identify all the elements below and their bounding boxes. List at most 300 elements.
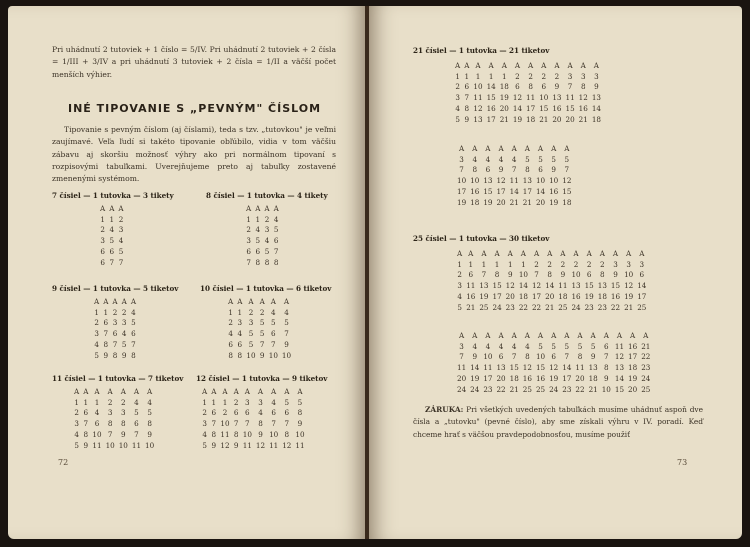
table-cell: 13 xyxy=(522,176,532,186)
table-row xyxy=(453,93,603,104)
table-row xyxy=(92,340,138,351)
table-row xyxy=(455,292,648,303)
table-cell: 8 xyxy=(264,257,270,267)
table-cell: 19 xyxy=(457,197,467,207)
table-header-cell: A xyxy=(586,249,592,258)
table-cell: 1 xyxy=(464,71,470,81)
table-cell: 14 xyxy=(562,363,572,373)
table-cell: 4 xyxy=(525,341,530,351)
table-row xyxy=(72,419,156,430)
table-row xyxy=(200,408,307,419)
table-header-cell: A xyxy=(514,61,521,70)
table-cell: 25 xyxy=(479,302,489,312)
table-cell: 25 xyxy=(535,384,546,394)
table-cell: 19 xyxy=(499,93,509,103)
table-cell: 2 xyxy=(202,408,207,418)
table-cell: 3 xyxy=(246,236,251,246)
table-cell: 4 xyxy=(237,329,243,339)
table-cell: 20 xyxy=(496,373,506,383)
table-cell: 6 xyxy=(109,246,115,256)
table-cell: 13 xyxy=(496,363,506,373)
table-cell: 19 xyxy=(624,291,634,301)
table-cell: 9 xyxy=(297,419,303,429)
table-header-cell: A xyxy=(271,387,277,396)
table-cell: 11 xyxy=(526,93,536,103)
table-cell: 7 xyxy=(567,82,573,92)
table-header-cell: A xyxy=(468,249,474,258)
table-row xyxy=(72,398,156,409)
table-cell: 3 xyxy=(459,154,464,164)
table-cell: 1 xyxy=(481,259,487,269)
table-cell: 1 xyxy=(494,259,500,269)
table-cell: 1 xyxy=(74,397,79,407)
table-cell: 4 xyxy=(134,397,139,407)
table-cell: 12 xyxy=(614,352,625,362)
table-header-cell: A xyxy=(202,387,208,396)
table-cell: 20 xyxy=(505,291,515,301)
table-cell: 10 xyxy=(118,440,128,450)
table-cell: 10 xyxy=(539,93,549,103)
table-row xyxy=(200,441,307,452)
table-cell: 10 xyxy=(535,352,546,362)
table-cell: 9 xyxy=(284,339,289,349)
table-cell: 7 xyxy=(271,419,276,429)
table-cell: 4 xyxy=(74,429,79,439)
table-cell: 2 xyxy=(112,307,118,317)
table-cell: 23 xyxy=(597,302,607,312)
table-cell: 9 xyxy=(121,429,126,439)
table-cell: 1 xyxy=(103,307,109,317)
table-header-cell: A xyxy=(94,297,100,306)
table-cell: 8 xyxy=(528,82,533,92)
table-cell: 14 xyxy=(535,186,546,196)
table-cell: 2 xyxy=(121,307,127,317)
table-cell: 19 xyxy=(549,373,559,383)
table-cell: 7 xyxy=(459,165,464,175)
table-cell: 18 xyxy=(518,291,528,301)
table-cell: 5 xyxy=(248,329,254,339)
table-cell: 9 xyxy=(121,350,127,360)
table-cell: 8 xyxy=(103,339,109,349)
table-cell: 18 xyxy=(470,197,480,207)
table-cell: 5 xyxy=(94,350,99,360)
table-row xyxy=(226,329,293,340)
table-cell: 17 xyxy=(562,373,572,383)
table-cell: 20 xyxy=(535,197,546,207)
table-cell: 17 xyxy=(496,186,506,196)
table-cell: 21 xyxy=(466,302,476,312)
table-cell: 3 xyxy=(455,93,460,103)
table-header-cell: A xyxy=(580,61,586,70)
table-header-cell: A xyxy=(537,331,544,340)
table-cell: 2 xyxy=(534,259,539,269)
table-row xyxy=(453,72,603,83)
table-header-cell: A xyxy=(118,204,124,213)
table-cell: 10 xyxy=(518,270,528,280)
table-cell: 10 xyxy=(535,176,546,186)
table-cell: 8 xyxy=(233,429,239,439)
table-row xyxy=(92,329,138,340)
table-cell: 1 xyxy=(94,397,100,407)
table-cell: 5 xyxy=(551,341,556,351)
table-cell: 1 xyxy=(475,71,481,81)
table-cell: 9 xyxy=(258,429,263,439)
left-page xyxy=(8,6,365,539)
table-header-cell: A xyxy=(112,297,118,306)
table-cell: 10 xyxy=(473,82,483,92)
table-cell: 4 xyxy=(202,429,207,439)
table-cell: 6 xyxy=(551,352,556,362)
table-cell: 23 xyxy=(483,384,493,394)
table-row xyxy=(455,270,648,281)
table-row xyxy=(72,441,156,452)
table-cell: 6 xyxy=(538,165,543,175)
table-cell: 9 xyxy=(613,270,618,280)
table-cell: 24 xyxy=(641,373,651,383)
table-header-cell: A xyxy=(120,387,126,396)
table-row xyxy=(98,215,126,226)
table-cell: 19 xyxy=(483,197,493,207)
table-cell: 13 xyxy=(479,281,489,291)
table-cell: 4 xyxy=(472,154,478,164)
table-row xyxy=(244,258,281,269)
table-cell: 1 xyxy=(83,397,89,407)
table-header-row xyxy=(226,297,293,308)
table-cell: 4 xyxy=(498,154,504,164)
table-cell: 6 xyxy=(639,270,645,280)
table-8-numbers xyxy=(244,204,281,268)
table-row xyxy=(98,258,126,269)
table-cell: 12 xyxy=(473,103,483,113)
table-cell: 3 xyxy=(74,419,79,429)
table-cell: 2 xyxy=(457,270,462,280)
table-cell: 20 xyxy=(499,103,509,113)
table-cell: 5 xyxy=(74,440,79,450)
table-header-cell: A xyxy=(228,297,234,306)
table-cell: 3 xyxy=(202,419,207,429)
table-cell: 4 xyxy=(264,236,270,246)
table-cell: 3 xyxy=(258,397,263,407)
table-cell: 9 xyxy=(103,350,109,360)
table-cell: 9 xyxy=(551,165,556,175)
table-cell: 1 xyxy=(255,214,261,224)
table-cell: 5 xyxy=(147,408,152,418)
table-header-cell: A xyxy=(74,387,80,396)
table-header-cell: A xyxy=(270,297,276,306)
table-row xyxy=(98,247,126,258)
table-cell: 24 xyxy=(549,384,559,394)
table-cell: 3 xyxy=(626,259,631,269)
table-cell: 2 xyxy=(107,397,113,407)
table-cell: 9 xyxy=(233,440,239,450)
table-cell: 25 xyxy=(558,302,568,312)
table-header-cell: A xyxy=(498,144,504,153)
table-header-cell: A xyxy=(551,144,557,153)
table-cell: 10 xyxy=(105,440,115,450)
table-cell: 6 xyxy=(541,82,547,92)
table-cell: 3 xyxy=(580,71,586,81)
table-cell: 9 xyxy=(211,440,217,450)
table-header-cell: A xyxy=(541,61,547,70)
table-cell: 15 xyxy=(539,103,549,113)
table-header-cell: A xyxy=(222,387,228,396)
table-cell: 5 xyxy=(259,318,265,328)
table-header-cell: A xyxy=(494,249,500,258)
table-cell: 9 xyxy=(554,82,560,92)
table-cell: 6 xyxy=(586,270,592,280)
table-cell: 21 xyxy=(539,114,549,124)
table-cell: 6 xyxy=(271,408,276,418)
table-cell: 5 xyxy=(284,397,290,407)
table-cell: 10 xyxy=(571,270,581,280)
table-cell: 2 xyxy=(222,408,228,418)
table-cell: 19 xyxy=(628,373,638,383)
table-cell: 18 xyxy=(628,363,638,373)
table-cell: 7 xyxy=(259,339,265,349)
table-cell: 9 xyxy=(259,350,265,360)
table-cell: 12 xyxy=(624,281,634,291)
table-cell: 3 xyxy=(118,225,124,235)
table-cell: 5 xyxy=(564,154,570,164)
table-cell: 17 xyxy=(522,186,532,196)
table-cell: 7 xyxy=(273,246,279,256)
table-cell: 8 xyxy=(121,419,126,429)
table-cell: 2 xyxy=(573,259,579,269)
table-cell: 15 xyxy=(492,281,502,291)
table-cell: 6 xyxy=(246,246,251,256)
table-row xyxy=(453,104,603,115)
table-row xyxy=(455,342,652,353)
table-cell: 7 xyxy=(464,93,470,103)
table-cell: 3 xyxy=(112,318,118,328)
table-cell: 5 xyxy=(525,154,530,164)
table-row xyxy=(244,225,281,236)
table-header-cell: A xyxy=(554,61,560,70)
table-header-cell: A xyxy=(537,144,544,153)
table-cell: 18 xyxy=(591,114,601,124)
table-cell: 15 xyxy=(486,93,496,103)
table-cell: 5 xyxy=(202,440,207,450)
table-cell: 11 xyxy=(614,341,625,351)
table-cell: 22 xyxy=(518,302,528,312)
table-cell: 1 xyxy=(202,397,207,407)
table-header-cell: A xyxy=(567,61,573,70)
table-cell: 12 xyxy=(282,440,292,450)
table-title-11: 11 čísiel — 1 tutovka — 7 tiketov xyxy=(52,374,184,383)
table-cell: 16 xyxy=(628,341,638,351)
table-cell: 23 xyxy=(505,302,515,312)
body-paragraph: Tipovanie s pevným číslom (aj číslami), teda s tzv. „tutovkou" je veľmi zaujímavé. Veľa ľudí si takéto tipovanie obľúbilo, vidia v tom väčšiu zábavu aj skoršiu možnosť výhry ako pri normálnom tipovaní s rozpisovými tabuľkami. Uverejňujeme preto aj tabuľky zostavené zmenenými systémom. xyxy=(52,125,336,184)
table-cell: 17 xyxy=(637,291,647,301)
table-header-row xyxy=(455,144,573,155)
table-cell: 9 xyxy=(507,270,513,280)
table-12-numbers xyxy=(200,387,307,451)
table-title-7: 7 čísiel — 1 tutovka — 3 tikety xyxy=(52,191,174,200)
table-cell: 4 xyxy=(258,408,263,418)
table-cell: 2 xyxy=(554,71,560,81)
table-cell: 8 xyxy=(255,257,261,267)
table-cell: 1 xyxy=(488,71,494,81)
table-cell: 10 xyxy=(246,350,256,360)
table-cell: 9 xyxy=(83,440,89,450)
table-cell: 7 xyxy=(481,270,487,280)
table-header-cell: A xyxy=(237,297,243,306)
table-header-cell: A xyxy=(455,61,461,70)
table-cell: 8 xyxy=(297,408,303,418)
table-cell: 18 xyxy=(562,197,572,207)
table-cell: 6 xyxy=(498,352,504,362)
table-cell: 13 xyxy=(571,281,581,291)
table-cell: 23 xyxy=(562,384,572,394)
table-cell: 14 xyxy=(509,186,519,196)
table-cell: 11 xyxy=(565,93,575,103)
table-cell: 10 xyxy=(281,350,292,360)
table-header-cell: A xyxy=(498,331,504,340)
table-cell: 6 xyxy=(228,339,233,349)
table-header-cell: A xyxy=(464,61,470,70)
table-cell: 4 xyxy=(271,397,276,407)
table-cell: 11 xyxy=(457,363,467,373)
table-cell: 5 xyxy=(455,114,460,124)
table-cell: 1 xyxy=(211,397,217,407)
table-cell: 20 xyxy=(575,373,585,383)
table-cell: 8 xyxy=(107,419,113,429)
table-cell: 2 xyxy=(228,318,233,328)
table-header-cell: A xyxy=(603,331,609,340)
table-cell: 8 xyxy=(237,350,243,360)
table-cell: 8 xyxy=(258,419,263,429)
table-cell: 9 xyxy=(147,429,152,439)
table-row xyxy=(200,398,307,409)
table-cell: 13 xyxy=(614,363,625,373)
table-cell: 13 xyxy=(483,176,493,186)
table-header-cell: A xyxy=(297,387,303,396)
table-cell: 21 xyxy=(641,341,651,351)
table-cell: 21 xyxy=(499,114,509,124)
table-cell: 10 xyxy=(457,176,467,186)
table-cell: 5 xyxy=(259,329,265,339)
table-cell: 23 xyxy=(584,302,594,312)
table-cell: 17 xyxy=(492,291,502,301)
table-cell: 1 xyxy=(94,307,99,317)
table-cell: 16 xyxy=(522,373,532,383)
table-header-cell: A xyxy=(283,297,290,306)
table-header-cell: A xyxy=(273,204,279,213)
table-cell: 8 xyxy=(83,429,89,439)
table-cell: 21 xyxy=(522,197,532,207)
table-cell: 1 xyxy=(109,214,115,224)
table-cell: 12 xyxy=(549,363,559,373)
table-header-cell: A xyxy=(630,331,636,340)
table-cell: 6 xyxy=(211,408,217,418)
table-cell: 9 xyxy=(590,352,596,362)
table-header-cell: A xyxy=(577,331,583,340)
table-cell: 4 xyxy=(131,307,136,317)
table-cell: 16 xyxy=(466,291,476,301)
table-cell: 3 xyxy=(245,397,250,407)
table-cell: 18 xyxy=(588,373,598,383)
table-cell: 6 xyxy=(273,236,279,246)
table-title-25: 25 čísiel — 1 tutovka — 30 tiketov xyxy=(413,234,550,243)
table-cell: 16 xyxy=(486,103,496,113)
table-cell: 12 xyxy=(531,281,542,291)
table-cell: 25 xyxy=(641,384,651,394)
table-row xyxy=(244,247,281,258)
table-cell: 11 xyxy=(269,440,279,450)
table-header-row xyxy=(244,204,281,215)
table-header-row xyxy=(453,61,603,72)
table-row xyxy=(455,260,648,271)
table-cell: 11 xyxy=(131,440,142,450)
table-cell: 3 xyxy=(121,318,127,328)
table-cell: 6 xyxy=(237,339,243,349)
table-cell: 2 xyxy=(100,225,105,235)
table-25-part-1 xyxy=(455,249,648,313)
table-title-9: 9 čísiel — 1 tutovka — 5 tiketov xyxy=(52,284,179,293)
table-cell: 15 xyxy=(584,281,594,291)
table-cell: 6 xyxy=(94,419,100,429)
table-header-cell: A xyxy=(524,331,530,340)
table-cell: 9 xyxy=(472,352,478,362)
table-header-cell: A xyxy=(211,387,217,396)
table-cell: 8 xyxy=(284,429,290,439)
table-header-cell: A xyxy=(590,331,596,340)
table-cell: 10 xyxy=(92,429,102,439)
table-cell: 21 xyxy=(588,384,598,394)
table-cell: 3 xyxy=(457,281,462,291)
table-cell: 3 xyxy=(107,408,113,418)
table-header-cell: A xyxy=(233,387,239,396)
table-cell: 13 xyxy=(473,114,483,124)
table-cell: 10 xyxy=(549,176,559,186)
table-header-cell: A xyxy=(458,144,465,153)
table-header-row xyxy=(455,331,652,342)
table-cell: 4 xyxy=(94,408,100,418)
table-cell: 5 xyxy=(564,341,570,351)
table-cell: 16 xyxy=(578,103,588,113)
table-cell: 19 xyxy=(470,373,480,383)
table-cell: 6 xyxy=(271,329,276,339)
table-header-cell: A xyxy=(612,249,619,258)
table-cell: 3 xyxy=(264,225,270,235)
table-cell: 6 xyxy=(464,82,470,92)
table-cell: 8 xyxy=(577,352,583,362)
table-cell: 2 xyxy=(600,259,605,269)
table-cell: 2 xyxy=(547,259,552,269)
table-cell: 7 xyxy=(131,339,136,349)
table-cell: 10 xyxy=(483,352,493,362)
table-cell: 4 xyxy=(498,341,504,351)
table-cell: 13 xyxy=(597,281,607,291)
table-cell: 6 xyxy=(134,419,139,429)
table-cell: 11 xyxy=(92,440,102,450)
table-cell: 6 xyxy=(604,341,609,351)
table-cell: 9 xyxy=(594,82,599,92)
table-cell: 14 xyxy=(486,82,496,92)
table-header-cell: A xyxy=(458,331,465,340)
table-header-cell: A xyxy=(472,144,478,153)
table-cell: 6 xyxy=(255,246,261,256)
table-cell: 6 xyxy=(233,408,239,418)
table-header-cell: A xyxy=(259,297,265,306)
table-cell: 17 xyxy=(457,186,467,196)
table-cell: 9 xyxy=(498,165,504,175)
table-row xyxy=(226,308,293,319)
table-cell: 5 xyxy=(457,302,462,312)
table-row xyxy=(72,408,156,419)
table-cell: 5 xyxy=(577,341,583,351)
table-cell: 4 xyxy=(472,341,478,351)
